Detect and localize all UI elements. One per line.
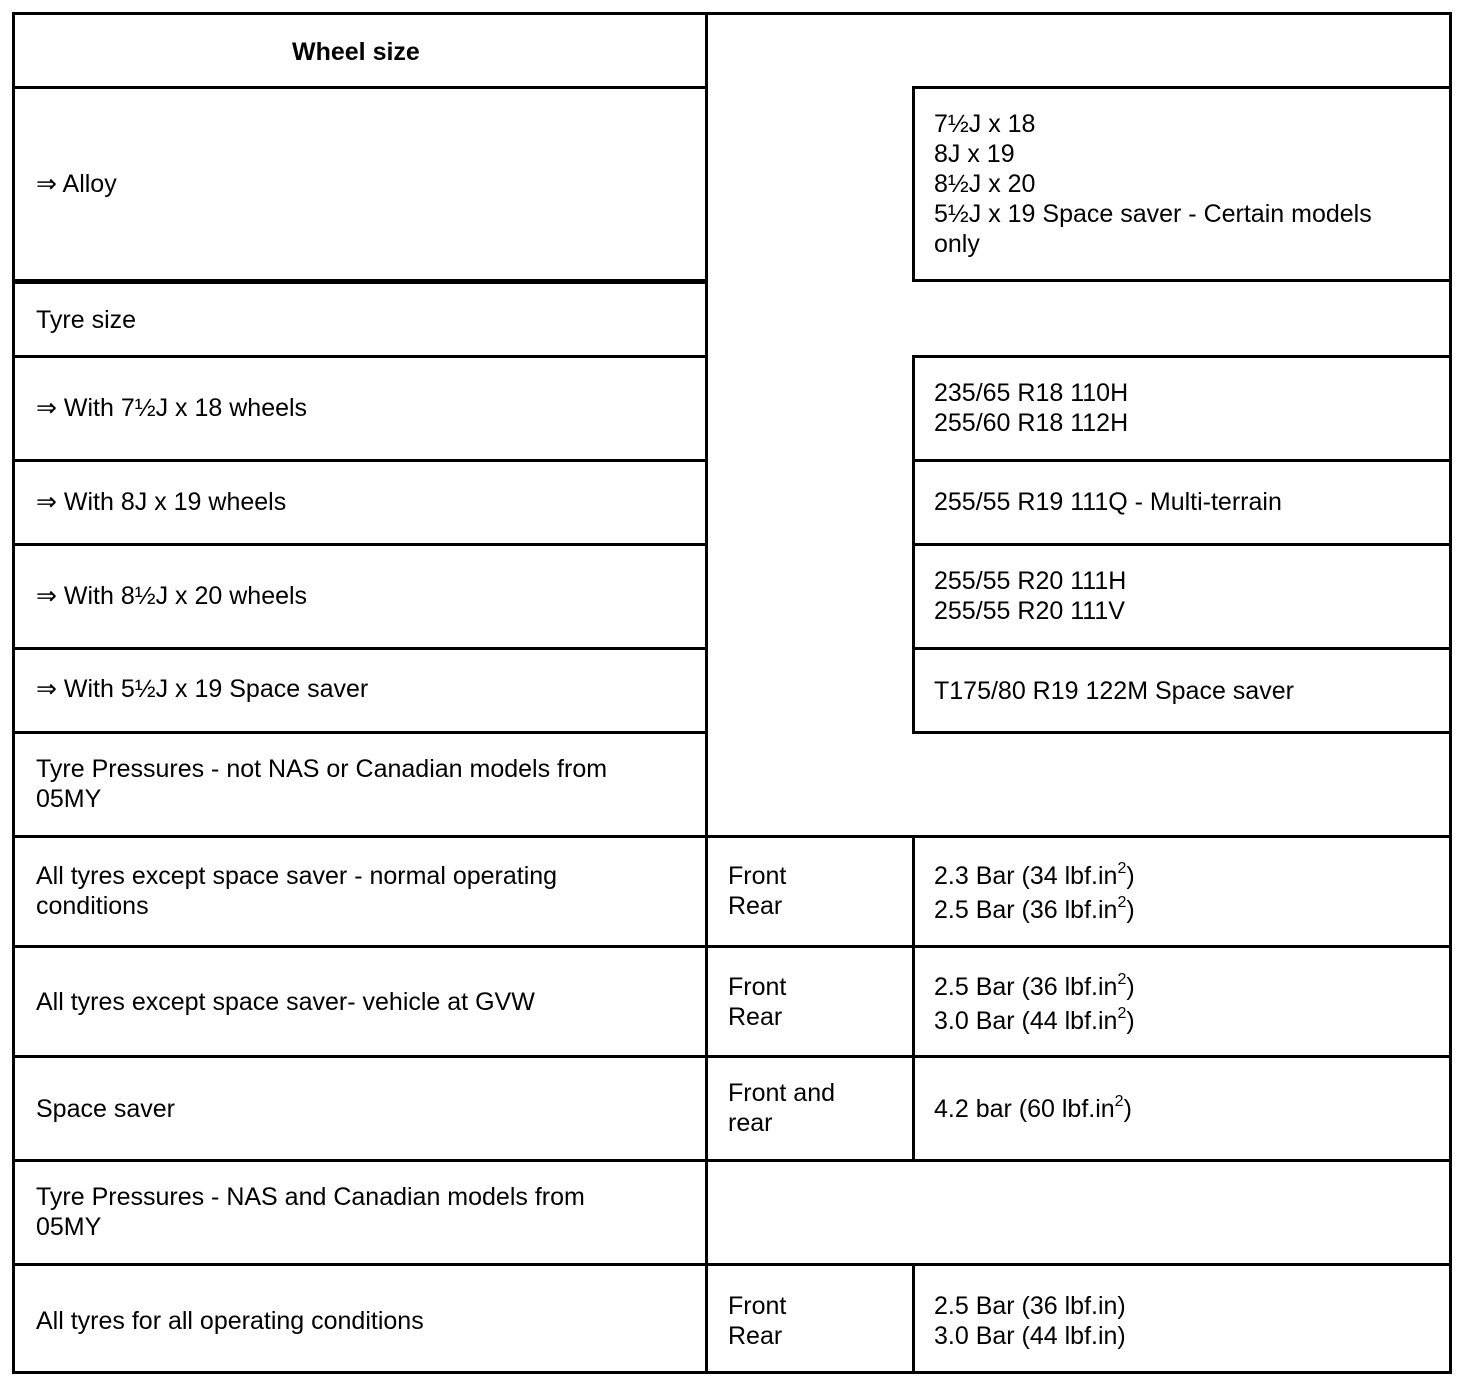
pressure-positions: [728, 972, 786, 1032]
pressure-positions: [728, 861, 786, 921]
tyre-row-label: ⇒ With 8½J x 20 wheels: [36, 582, 308, 610]
heading-line: 05MY: [36, 785, 102, 813]
tyre-size-heading: Tyre size: [36, 306, 137, 334]
tyre-row-label: ⇒ With 8J x 19 wheels: [36, 488, 287, 516]
alloy-value: 8½J x 20: [934, 170, 1036, 198]
position-line: Rear: [728, 892, 783, 920]
pressure-value: 2.5 Bar (36 lbf.in): [934, 1292, 1126, 1320]
position-line: Front: [728, 862, 787, 890]
table-title: Wheel size: [292, 38, 420, 66]
pressure-row-label: [36, 861, 557, 921]
tyre-value: 235/65 R18 110H: [934, 379, 1129, 407]
alloy-value: 8J x 19: [934, 140, 1015, 168]
alloy-value: only: [934, 230, 980, 258]
pressure-value: 3.0 Bar (44 $lbf.in^2$): [934, 1004, 1135, 1035]
pressures-heading: [36, 754, 607, 814]
pressure-positions: [728, 1078, 835, 1138]
position-line: Rear: [728, 1003, 783, 1031]
position-line: Front and: [728, 1079, 836, 1107]
tyre-row-values: [934, 378, 1128, 438]
alloy-values: [934, 109, 1372, 259]
position-line: rear: [728, 1109, 773, 1137]
label-line: All tyres except space saver - normal operating: [36, 862, 558, 890]
nas-row-label: All tyres for all operating conditions: [36, 1307, 424, 1335]
tyre-value: 255/55 R20 111V: [934, 597, 1125, 625]
pressure-value: 2.3 Bar (34 $lbf.in^2$): [934, 859, 1135, 890]
tyre-row-values: [934, 566, 1126, 626]
nas-heading: [36, 1182, 585, 1242]
position-line: Front: [728, 1292, 787, 1320]
alloy-value: 7½J x 18: [934, 110, 1036, 138]
tyre-value: 255/55 R19 111Q - Multi-terrain: [934, 488, 1282, 516]
heading-line: Tyre Pressures - NAS and Canadian models from: [36, 1183, 585, 1211]
pressure-value: 2.5 Bar (36 $lbf.in^2$): [934, 970, 1135, 1001]
pressure-row-label: All tyres except space saver- vehicle at GVW: [36, 988, 535, 1016]
nas-positions: [728, 1291, 786, 1351]
pressure-row-label: Space saver: [36, 1095, 175, 1123]
tyre-value: 255/55 R20 111H: [934, 567, 1127, 595]
nas-values: [934, 1291, 1126, 1351]
pressure-values: [934, 861, 1135, 925]
alloy-label: ⇒ Alloy: [36, 170, 117, 198]
label-line: conditions: [36, 892, 149, 920]
position-line: Front: [728, 973, 787, 1001]
heading-line: Tyre Pressures - not NAS or Canadian models from: [36, 755, 608, 783]
position-line: Rear: [728, 1322, 783, 1350]
tyre-value: T175/80 R19 122M Space saver: [934, 677, 1294, 705]
pressure-value: 2.5 Bar (36 $lbf.in^2$): [934, 893, 1135, 924]
pressure-value: 4.2 bar (60 $lbf.in^2$): [934, 1092, 1132, 1123]
heading-line: 05MY: [36, 1213, 102, 1241]
pressure-values: [934, 972, 1135, 1036]
tyre-value: 255/60 R18 112H: [934, 409, 1129, 437]
alloy-value: 5½J x 19 Space saver - Certain models: [934, 200, 1372, 228]
pressure-value: 3.0 Bar (44 lbf.in): [934, 1322, 1126, 1350]
tyre-row-label: ⇒ With 7½J x 18 wheels: [36, 394, 308, 422]
tyre-row-label: ⇒ With 5½J x 19 Space saver: [36, 675, 369, 703]
